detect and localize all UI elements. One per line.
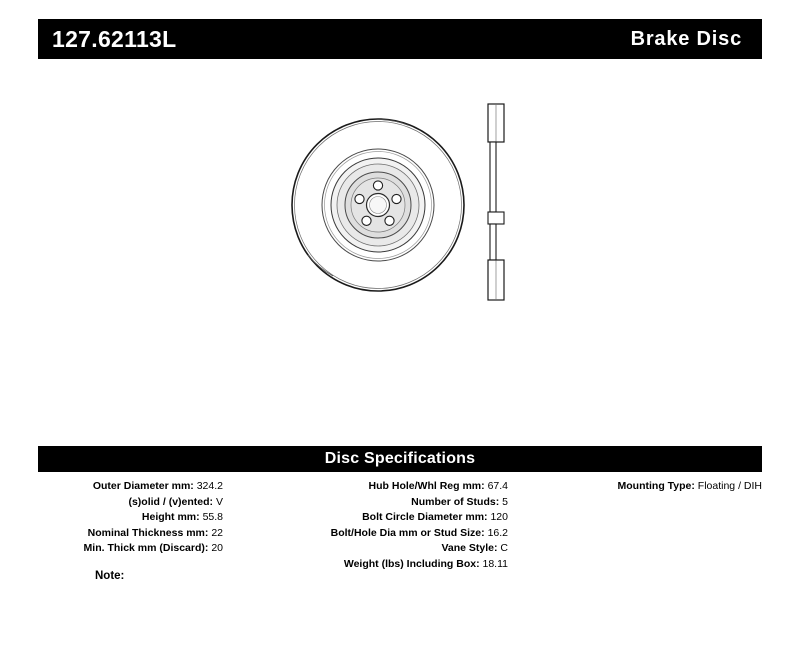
spec-section-title: Disc Specifications bbox=[38, 446, 762, 472]
spec-label: Number of Studs: bbox=[411, 495, 500, 508]
rotor-edge-view bbox=[468, 98, 528, 313]
spec-label: Outer Diameter mm: bbox=[92, 480, 194, 492]
spec-row bbox=[508, 479, 762, 495]
spec-column-1 bbox=[38, 479, 223, 572]
spec-row bbox=[38, 541, 223, 557]
spec-row bbox=[38, 479, 223, 495]
spec-value: 20 bbox=[211, 542, 223, 554]
spec-label: Hub Hole/Whl Reg mm: bbox=[368, 480, 485, 492]
spec-row bbox=[235, 526, 508, 542]
spec-row bbox=[235, 557, 508, 573]
spec-value: Floating / DIH bbox=[697, 480, 762, 492]
part-number: 127.62113L bbox=[52, 25, 177, 52]
spec-value: V bbox=[215, 495, 223, 508]
spec-row bbox=[38, 526, 223, 542]
note-label: Note: bbox=[95, 570, 125, 582]
spec-row bbox=[235, 479, 508, 495]
spec-label: Mounting Type: bbox=[617, 480, 695, 492]
spec-value: 18.11 bbox=[482, 557, 508, 570]
spec-value: 55.8 bbox=[202, 511, 223, 523]
spec-row bbox=[235, 510, 508, 526]
spec-columns bbox=[38, 472, 762, 572]
rotor-face-view bbox=[278, 105, 478, 310]
spec-value: 22 bbox=[211, 526, 223, 539]
disc-specifications bbox=[38, 446, 762, 572]
rotor-edge-svg bbox=[468, 98, 528, 308]
spec-value: C bbox=[500, 542, 508, 554]
rotor-face-svg bbox=[278, 105, 478, 305]
spec-label: Bolt Circle Diameter mm: bbox=[362, 511, 488, 523]
spec-label: (s)olid / (v)ented: bbox=[128, 495, 214, 508]
spec-value: 324.2 bbox=[196, 480, 223, 492]
spec-row bbox=[38, 510, 223, 526]
spec-label: Nominal Thickness mm: bbox=[87, 526, 209, 539]
page-title: Brake Disc bbox=[630, 28, 742, 50]
spec-value: 16.2 bbox=[487, 526, 508, 539]
header-bar bbox=[38, 19, 762, 59]
spec-column-2 bbox=[223, 479, 508, 572]
spec-column-3 bbox=[508, 479, 762, 572]
spec-row bbox=[235, 541, 508, 557]
spec-value: 67.4 bbox=[487, 480, 508, 492]
spec-row bbox=[235, 495, 508, 511]
spec-value: 5 bbox=[502, 495, 508, 508]
spec-label: Vane Style: bbox=[441, 542, 498, 554]
spec-value: 120 bbox=[490, 511, 508, 523]
spec-label: Min. Thick mm (Discard): bbox=[83, 542, 209, 554]
spec-row bbox=[38, 495, 223, 511]
note-row bbox=[95, 570, 124, 582]
spec-label: Height mm: bbox=[141, 511, 200, 523]
technical-drawing bbox=[38, 70, 762, 420]
spec-label: Bolt/Hole Dia mm or Stud Size: bbox=[330, 526, 485, 539]
spec-label: Weight (lbs) Including Box: bbox=[343, 557, 480, 570]
